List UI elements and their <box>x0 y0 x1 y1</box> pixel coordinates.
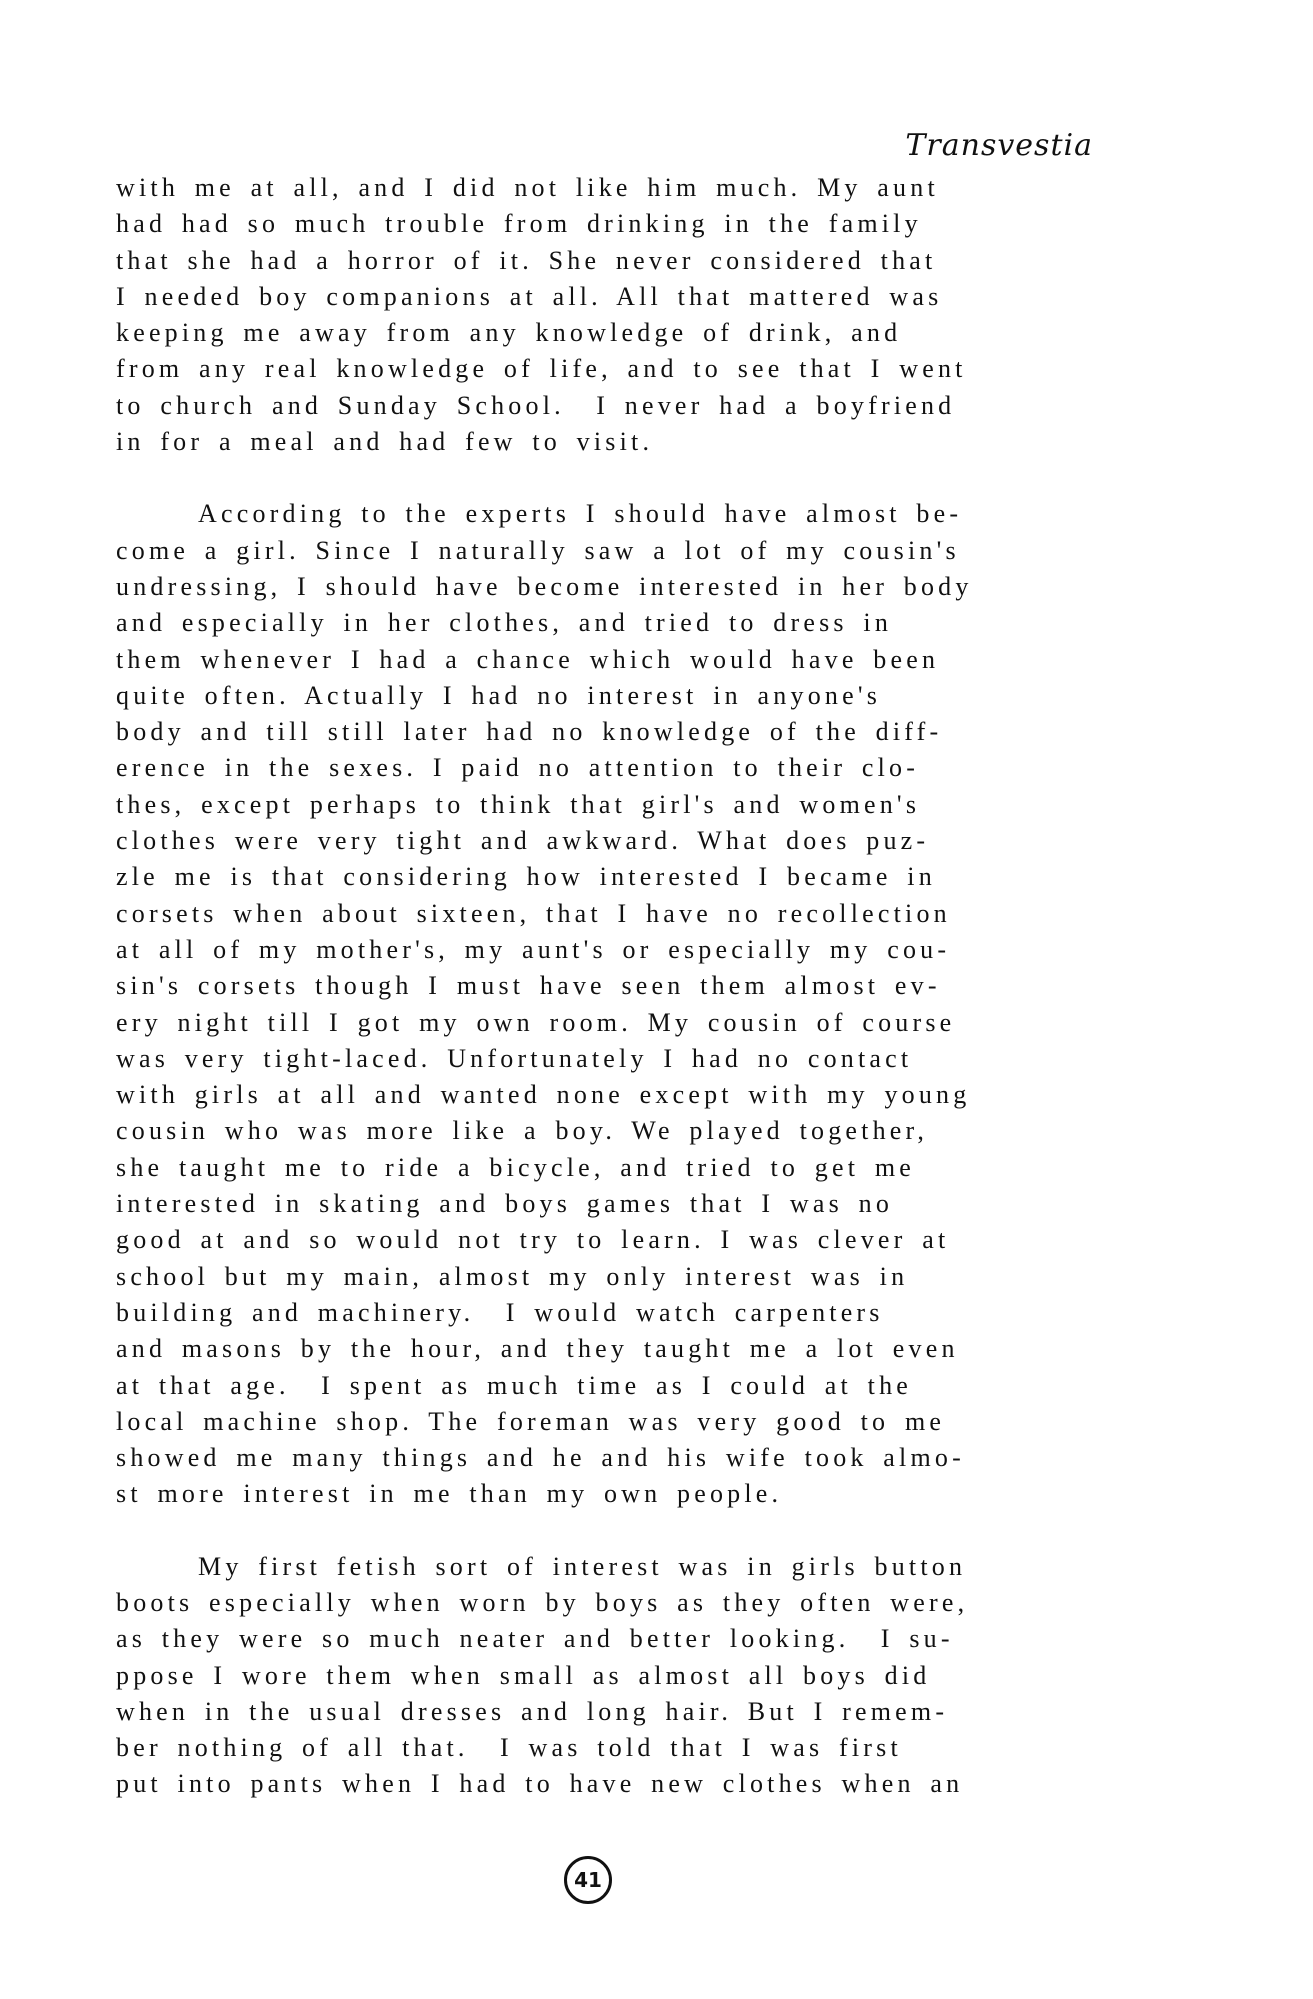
text-line: as they were so much neater and better looking. I su- <box>116 1624 954 1654</box>
text-line: clothes were very tight and awkward. What does puz- <box>116 826 930 856</box>
text-line: interested in skating and boys games that I was no <box>116 1189 894 1219</box>
text-line: good at and so would not try to learn. I was clever at <box>116 1225 950 1255</box>
text-line: school but my main, almost my only interest was in <box>116 1261 909 1291</box>
text-line: st more interest in me than my own people. <box>116 1479 783 1509</box>
text-line: at all of my mother's, my aunt's or especially my cou- <box>116 934 951 964</box>
text-line: thes, except perhaps to think that girl's and women's <box>116 789 921 819</box>
page-number: 41 <box>574 1868 602 1892</box>
text-line: to church and Sunday School. I never had a boyfriend <box>116 390 956 420</box>
text-line: corsets when about sixteen, that I have no recollection <box>116 898 951 928</box>
text-line: she taught me to ride a bicycle, and tried to get me <box>116 1152 915 1182</box>
masthead-title: Transvestia <box>905 128 1093 163</box>
text-line: According to the experts I should have almost be- <box>198 499 963 529</box>
text-line: local machine shop. The foreman was very good to me <box>116 1406 946 1436</box>
text-line: erence in the sexes. I paid no attention to their clo- <box>116 753 920 783</box>
text-line: body and till still later had no knowledge of the diff- <box>116 717 943 747</box>
text-line: come a girl. Since I naturally saw a lot of my cousin's <box>116 535 960 565</box>
text-line: cousin who was more like a boy. We played together, <box>116 1116 929 1146</box>
text-line: zle me is that considering how interested I became in <box>116 862 936 892</box>
text-line: and especially in her clothes, and tried to dress in <box>116 608 893 638</box>
text-line: had had so much trouble from drinking in the family <box>116 209 922 239</box>
body-text <box>116 170 1126 1839</box>
text-line: sin's corsets though I must have seen them almost ev- <box>116 971 941 1001</box>
text-line: boots especially when worn by boys as they often were, <box>116 1587 969 1617</box>
page-number-badge <box>564 1856 612 1904</box>
paragraph-3 <box>116 1549 1126 1803</box>
paragraph-2 <box>116 496 1126 1512</box>
text-line: put into pants when I had to have new clothes when an <box>116 1769 964 1799</box>
text-line: ery night till I got my own room. My cousin of course <box>116 1007 956 1037</box>
text-line: that she had a horror of it. She never considered that <box>116 245 937 275</box>
text-line: when in the usual dresses and long hair. But I remem- <box>116 1696 949 1726</box>
text-line: was very tight-laced. Unfortunately I had no contact <box>116 1043 913 1073</box>
text-line: undressing, I should have become interested in her body <box>116 571 973 601</box>
text-line: ppose I wore them when small as almost all boys did <box>116 1660 931 1690</box>
text-line: with me at all, and I did not like him much. My aunt <box>116 173 939 202</box>
text-line: showed me many things and he and his wife took almo- <box>116 1443 965 1473</box>
text-line: keeping me away from any knowledge of drink, and <box>116 318 902 348</box>
paragraph-1 <box>116 170 1126 460</box>
text-line: ber nothing of all that. I was told that I was first <box>116 1733 902 1763</box>
text-line: in for a meal and had few to visit. <box>116 427 654 457</box>
text-line: and masons by the hour, and they taught me a lot even <box>116 1334 959 1364</box>
text-line: I needed boy companions at all. All that mattered was <box>116 281 943 311</box>
text-line: building and machinery. I would watch carpenters <box>116 1297 884 1327</box>
text-line: at that age. I spent as much time as I could at the <box>116 1370 913 1400</box>
text-line: My first fetish sort of interest was in girls button <box>198 1551 967 1581</box>
text-line: with girls at all and wanted none except with my young <box>116 1080 971 1110</box>
text-line: quite often. Actually I had no interest in anyone's <box>116 680 882 710</box>
text-line: from any real knowledge of life, and to see that I went <box>116 354 967 384</box>
text-line: them whenever I had a chance which would have been <box>116 644 940 674</box>
